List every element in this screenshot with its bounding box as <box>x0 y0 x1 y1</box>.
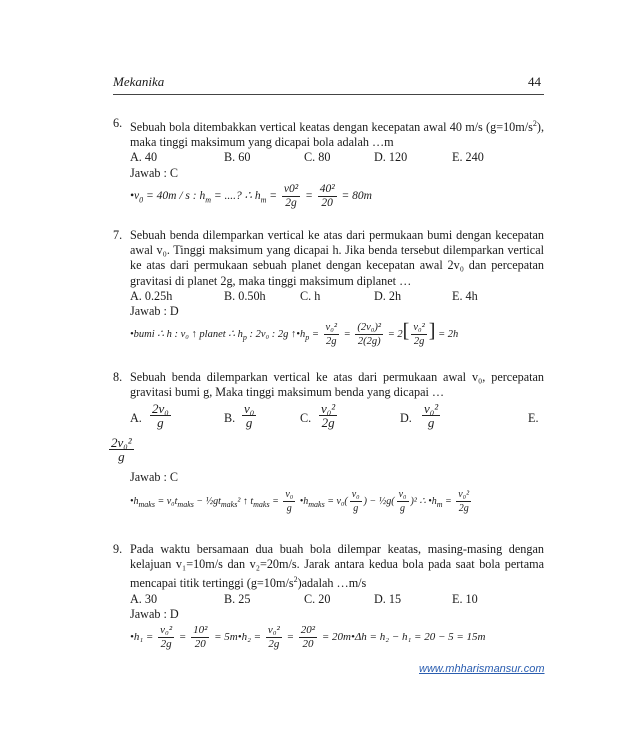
option-c-fraction: v₀² 2g <box>321 401 336 431</box>
option-e-label: E. <box>528 411 539 426</box>
answer-options <box>130 150 544 165</box>
question-text: Sebuah benda dilemparkan vertical ke atas dari permukaan awal v₀, percepatan gravitasi bumi g, Maka tinggi maksimum benda yang dicapai … <box>130 370 544 400</box>
answer-key: Jawab : D <box>130 606 179 621</box>
answer-key: Jawab : C <box>130 470 179 485</box>
answer-key: Jawab : D <box>130 304 179 318</box>
option-e-block <box>107 436 544 470</box>
solution-formula: •bumi ∴ h : v₀ ↑ planet ∴ $h_p$ : 2v₀ : 2g $↑•h_p$ = $\frac{\text{v₀²}}{2g}$ = $\frac{\text{(2v₀)²}}{2(2g)}$ = 2[ $\frac{\text{v₀²}}{2g}$ ] = 2h <box>130 320 459 348</box>
option-c: C. h <box>300 288 321 303</box>
option-d: D. 15 <box>374 591 402 606</box>
question-7 <box>113 228 544 348</box>
option-d: D. 120 <box>374 150 408 165</box>
option-a: A. 0.25h <box>130 288 173 303</box>
option-e-fraction: 2v₀² g <box>111 435 132 465</box>
option-b: B. 60 <box>224 150 251 165</box>
question-text: Sebuah bola ditembakkan vertical keatas dengan kecepatan awal 40 m/s $(g=10m/s^2)$, maka tinggi maksimum yang dicapai bola adalah …m <box>130 119 544 150</box>
solution-formula: •h₁ = $\frac{\text{v₀²}}{2g}$ = $\frac{\text{10²}}{20}$ = 5m•h₂ = $\frac{\text{v₀²}}{2g}$ = $\frac{\text{20²}}{20}$ = 20m•Δh = h₂ − h₁ = 20 − 5 = 15m <box>130 624 486 651</box>
option-e: E. 10 <box>452 591 478 606</box>
solution-formula: $•h_{maks} = v_0t_{maks}$ − $\frac{1}{2}gt_{maks}^2$ ↑ $t_{maks}$ = $\frac{\text{v₀}}{g}$ $•h_{maks} = v_0$( $\frac{\text{v₀}}{g}$ ) − ½g( $\frac{\text{v₀}}{g}$ )² ∴ $•h_m$ = $\frac{\text{v₀²}}{2g}$ <box>130 488 470 514</box>
question-text: Sebuah benda dilemparkan vertical ke atas dari permukaan bumi dengan kecepatan awal v₀. Tinggi maksimum yang dicapai h. Jika benda tersebut dilemparkan vertical ke atas dari permukaan sebuah planet dengan kecepatan awal 2v₀ dan percepatan gravitasi di planet 2g, maka tinggi maksimum diplanet … <box>130 228 544 288</box>
footer-website-link[interactable]: www.mhharismansur.com <box>419 663 545 675</box>
option-a-fraction: 2v₀ g <box>152 401 169 431</box>
question-text: Pada waktu bersamaan dua buah bola dilempar keatas, masing-masing dengan kelajuan v₁=10m/s dan v₂=20m/s. Jarak antara kedua bola pada saat bola pertama mencapai titik tertinggi $(g=10m/s^2)adalah$ …m/s <box>130 542 544 591</box>
option-c: C. 80 <box>304 150 331 165</box>
option-d: D. 2h <box>374 288 402 303</box>
question-number: 8. <box>113 370 123 384</box>
option-a: A. 40 <box>130 150 158 165</box>
option-a-label: A. <box>130 411 142 426</box>
answer-options <box>130 402 544 436</box>
page-number: 44 <box>528 74 541 89</box>
header-divider <box>113 94 544 95</box>
option-a: A. 30 <box>130 591 158 606</box>
question-number: 9. <box>113 542 123 556</box>
question-number: 6. <box>113 116 123 130</box>
option-d-label: D. <box>400 411 412 426</box>
header-title: Mekanika <box>113 74 165 89</box>
option-e: E. 4h <box>452 288 478 303</box>
question-8 <box>113 370 544 515</box>
option-c-label: C. <box>300 411 312 426</box>
option-b-fraction: v₀ g <box>244 401 255 431</box>
option-b-label: B. <box>224 411 236 426</box>
question-number: 7. <box>113 228 123 242</box>
option-b: B. 25 <box>224 591 251 606</box>
option-e: E. 240 <box>452 150 484 165</box>
option-b: B. 0.50h <box>224 288 266 303</box>
answer-key: Jawab : C <box>130 165 179 180</box>
question-9 <box>113 542 544 651</box>
answer-options <box>130 289 544 304</box>
question-6 <box>113 116 544 210</box>
option-c: C. 20 <box>304 591 331 606</box>
option-d-fraction: v₀² g <box>424 401 439 431</box>
solution-formula: $•v_0 = 40m / s$ : $h_m$ = ....? ∴ $h_m$ = $\frac{\text{v0²}}{2g}$ = $\frac{\text{40²}}{20}$ = 80m <box>130 182 372 209</box>
answer-options <box>130 592 544 607</box>
